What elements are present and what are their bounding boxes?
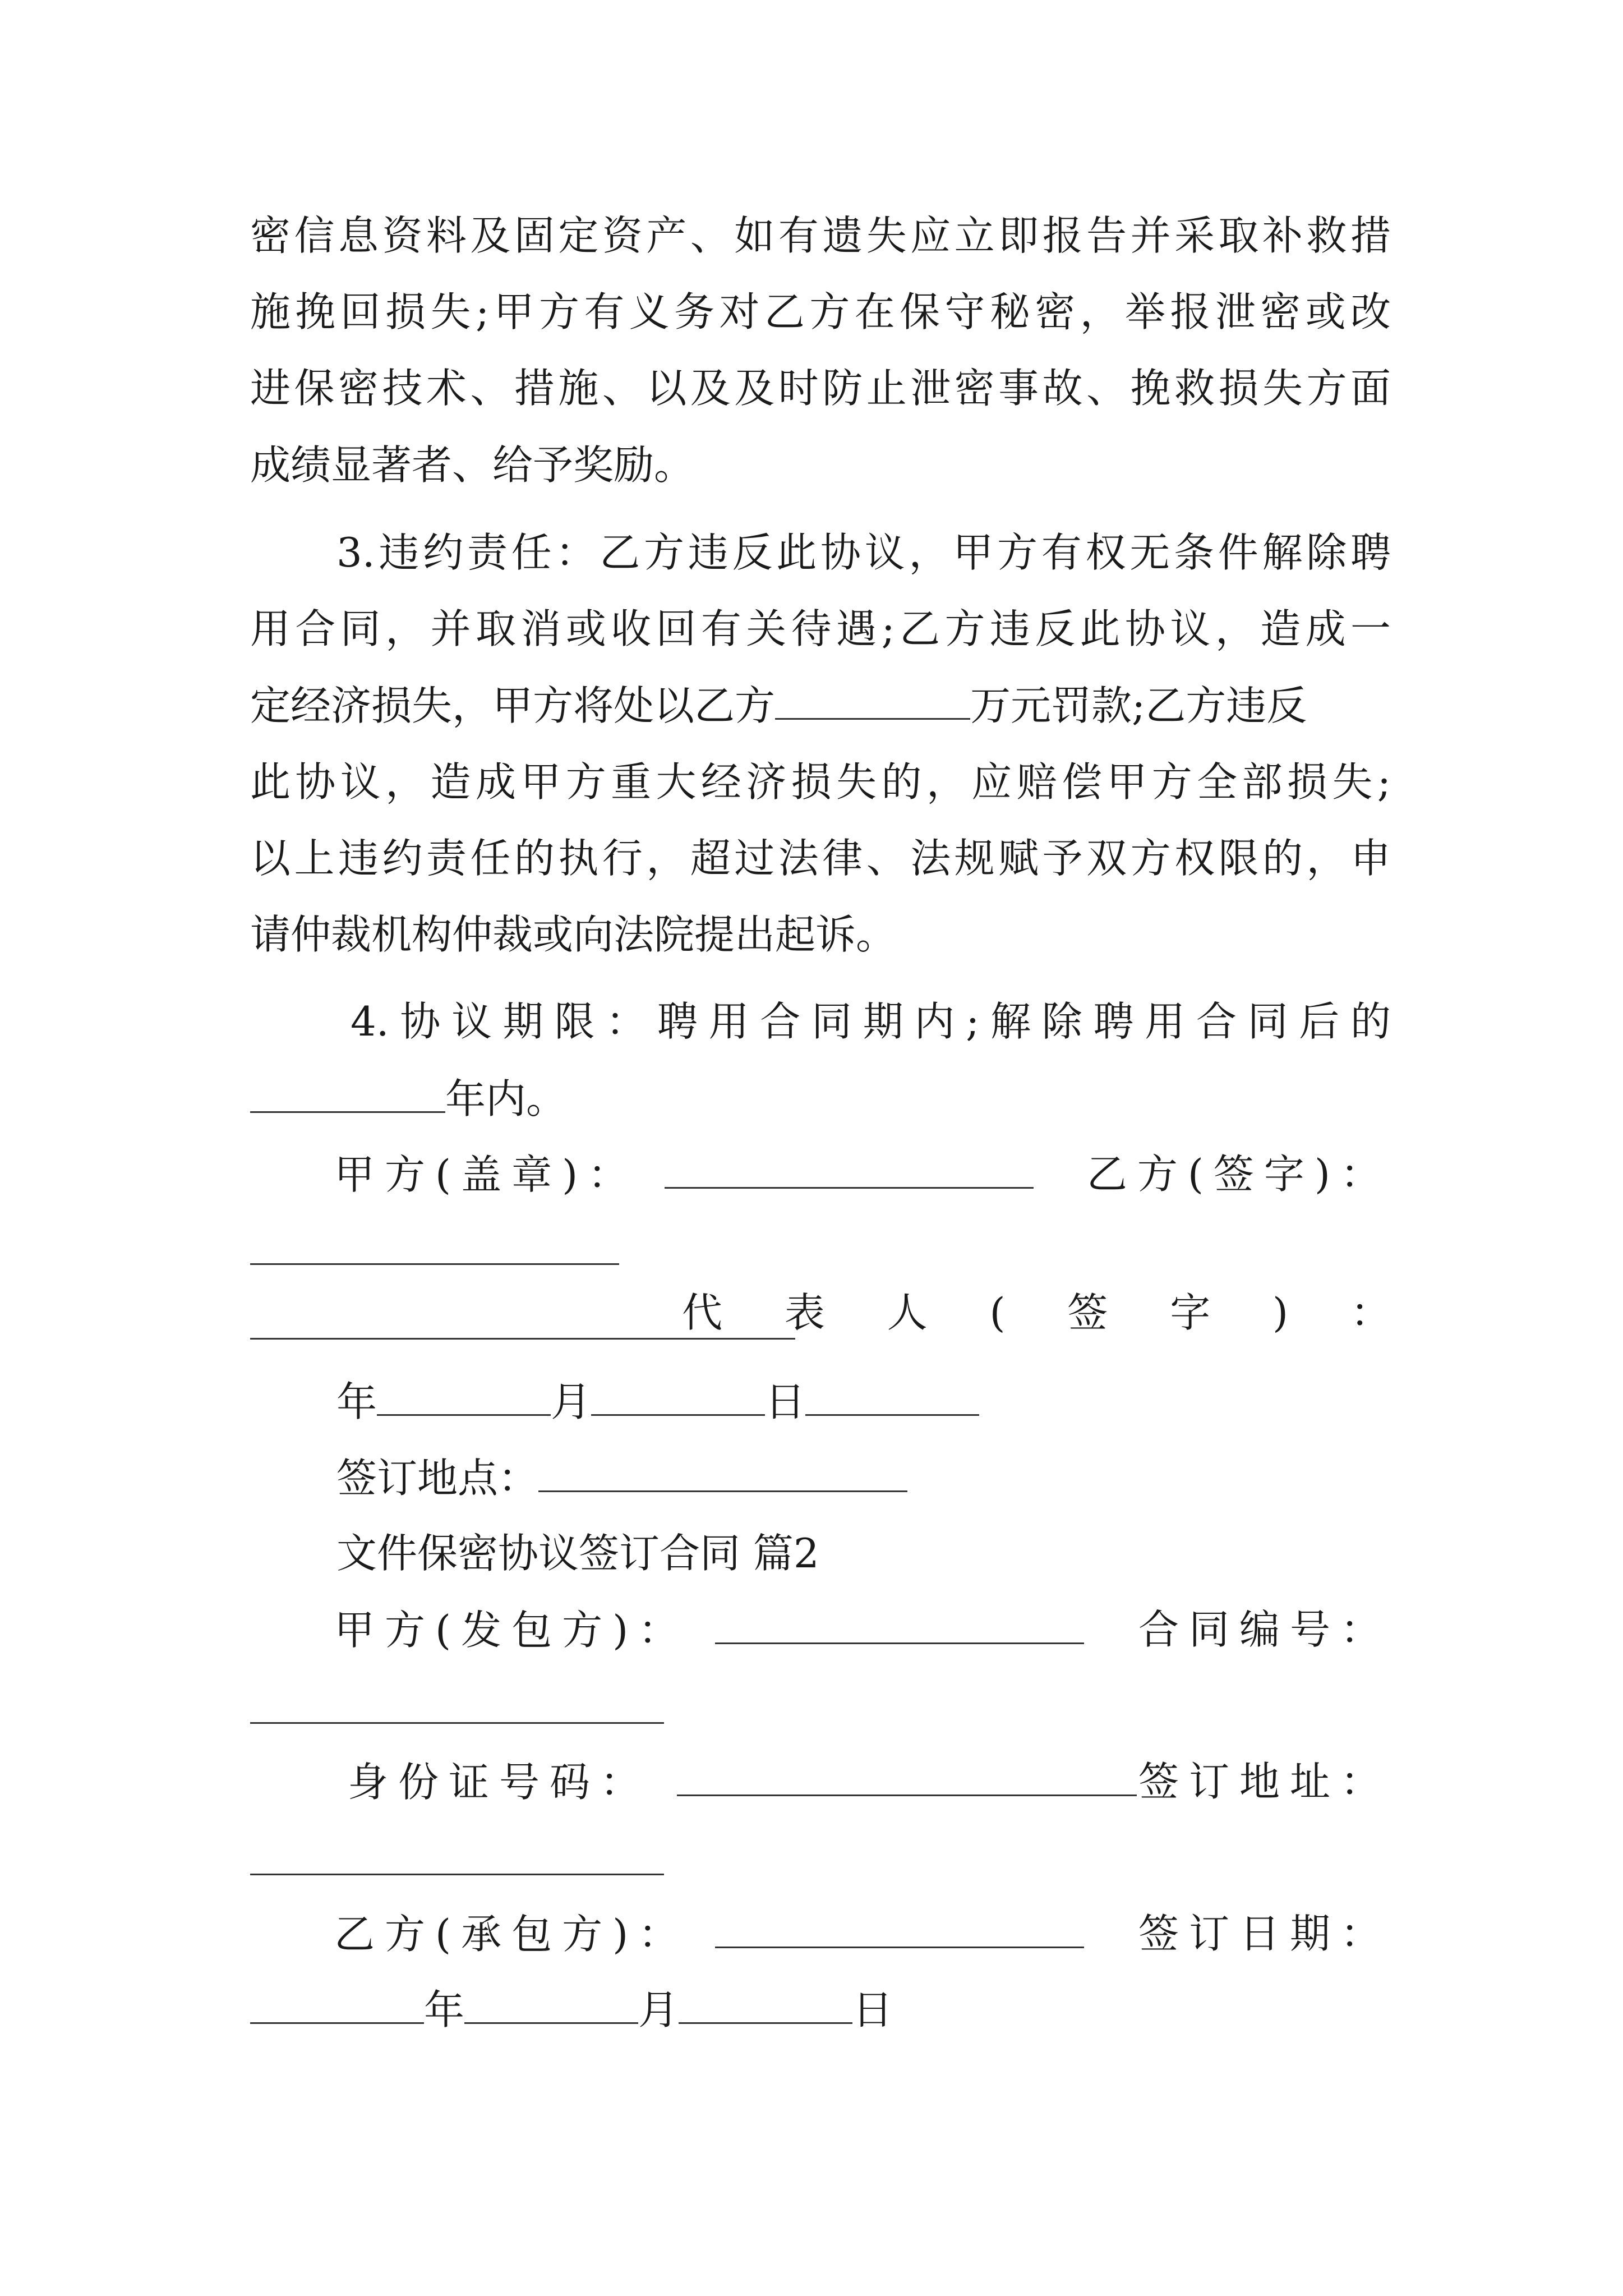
paragraph-line: 密信息资料及固定资产、如有遗失应立即报告并采取补救措 (250, 212, 1391, 259)
contract-row (334, 1599, 1391, 1660)
party-b-sign-label: 乙方(签字)： (1086, 1151, 1391, 1198)
sign-place-blank[interactable] (538, 1447, 907, 1492)
clause-3-text: 万元罚款;乙方违反 (970, 682, 1307, 729)
paragraph-line: 进保密技术、措施、以及及时防止泄密事故、挽救损失方面 (250, 365, 1391, 412)
clause-3-text: 定经济损失，甲方将处以乙方 (250, 682, 776, 729)
clause-3-line: 3.违约责任：乙方违反此协议，甲方有权无条件解除聘 (336, 529, 1391, 576)
date-row (336, 1370, 1391, 1432)
sign-day-label: 日 (852, 1986, 893, 2033)
day-label: 日 (765, 1378, 806, 1425)
representative-label: 代 表 人 ( 签 字 ) ： (682, 1289, 1391, 1336)
clause-3-line: 此协议，造成甲方重大经济损失的，应赔偿甲方全部损失; (250, 758, 1391, 806)
clause-3-line: 以上违约责任的执行，超过法律、法规赋予双方权限的，申 (250, 835, 1391, 882)
year-label: 年 (336, 1378, 377, 1425)
signature-row (334, 1143, 1391, 1205)
paragraph-line: 成绩显著者、给予奖励。 (250, 441, 695, 489)
sign-day-blank[interactable] (679, 1978, 852, 2024)
section-2-title: 文件保密协议签订合同 篇2 (336, 1530, 819, 1577)
year-blank[interactable] (377, 1370, 551, 1416)
id-number-blank[interactable] (677, 1751, 1137, 1796)
clause-3-line: 用合同，并取消或收回有关待遇;乙方违反此协议，造成一 (250, 605, 1391, 652)
month-label: 月 (551, 1378, 592, 1425)
party-b-contractor-label: 乙方(承包方)： (334, 1911, 689, 1958)
sign-date-label: 签订日期： (1138, 1910, 1391, 1957)
representative-row (250, 1220, 1391, 1336)
party-a-employer-label: 甲方(发包方)： (334, 1607, 689, 1654)
sign-month-label: 月 (638, 1986, 679, 2033)
sign-date-row (250, 1978, 1391, 2040)
clause-4-line-with-blank (250, 1068, 1391, 1129)
sign-place-label: 签订地点： (336, 1455, 539, 1502)
party-b-row (334, 1903, 1391, 1964)
party-b-contractor-blank[interactable] (715, 1903, 1084, 1948)
contract-number-blank[interactable] (250, 1722, 664, 1724)
month-blank[interactable] (591, 1370, 765, 1416)
penalty-amount-blank[interactable] (775, 674, 970, 720)
sign-address-label: 签订地址： (1138, 1758, 1391, 1805)
sign-address-blank[interactable] (250, 1874, 664, 1875)
contract-number-label: 合同编号： (1138, 1606, 1391, 1653)
clause-4-line: 4.协议期限：聘用合同期内;解除聘用合同后的 (351, 998, 1391, 1045)
id-row (348, 1751, 1391, 1812)
sign-year-label: 年 (424, 1986, 465, 2033)
id-number-label: 身份证号码： (348, 1759, 651, 1806)
party-b-sign-blank[interactable] (250, 1220, 619, 1265)
years-blank[interactable] (250, 1068, 445, 1113)
clause-4-text: 年内。 (445, 1075, 567, 1122)
sign-place-row (336, 1447, 1391, 1508)
paragraph-line: 施挽回损失;甲方有义务对乙方在保守秘密，举报泄密或改 (250, 288, 1391, 335)
day-blank[interactable] (805, 1370, 979, 1416)
clause-3-line-with-blank (250, 674, 1391, 736)
sign-month-blank[interactable] (464, 1978, 638, 2024)
representative-sign-blank[interactable] (250, 1338, 795, 1340)
party-a-employer-blank[interactable] (715, 1599, 1084, 1644)
party-a-seal-label: 甲方(盖章)： (334, 1151, 639, 1198)
party-a-seal-blank[interactable] (665, 1143, 1034, 1189)
sign-year-blank[interactable] (250, 1978, 424, 2024)
clause-3-line: 请仲裁机构仲裁或向法院提出起诉。 (250, 911, 897, 958)
